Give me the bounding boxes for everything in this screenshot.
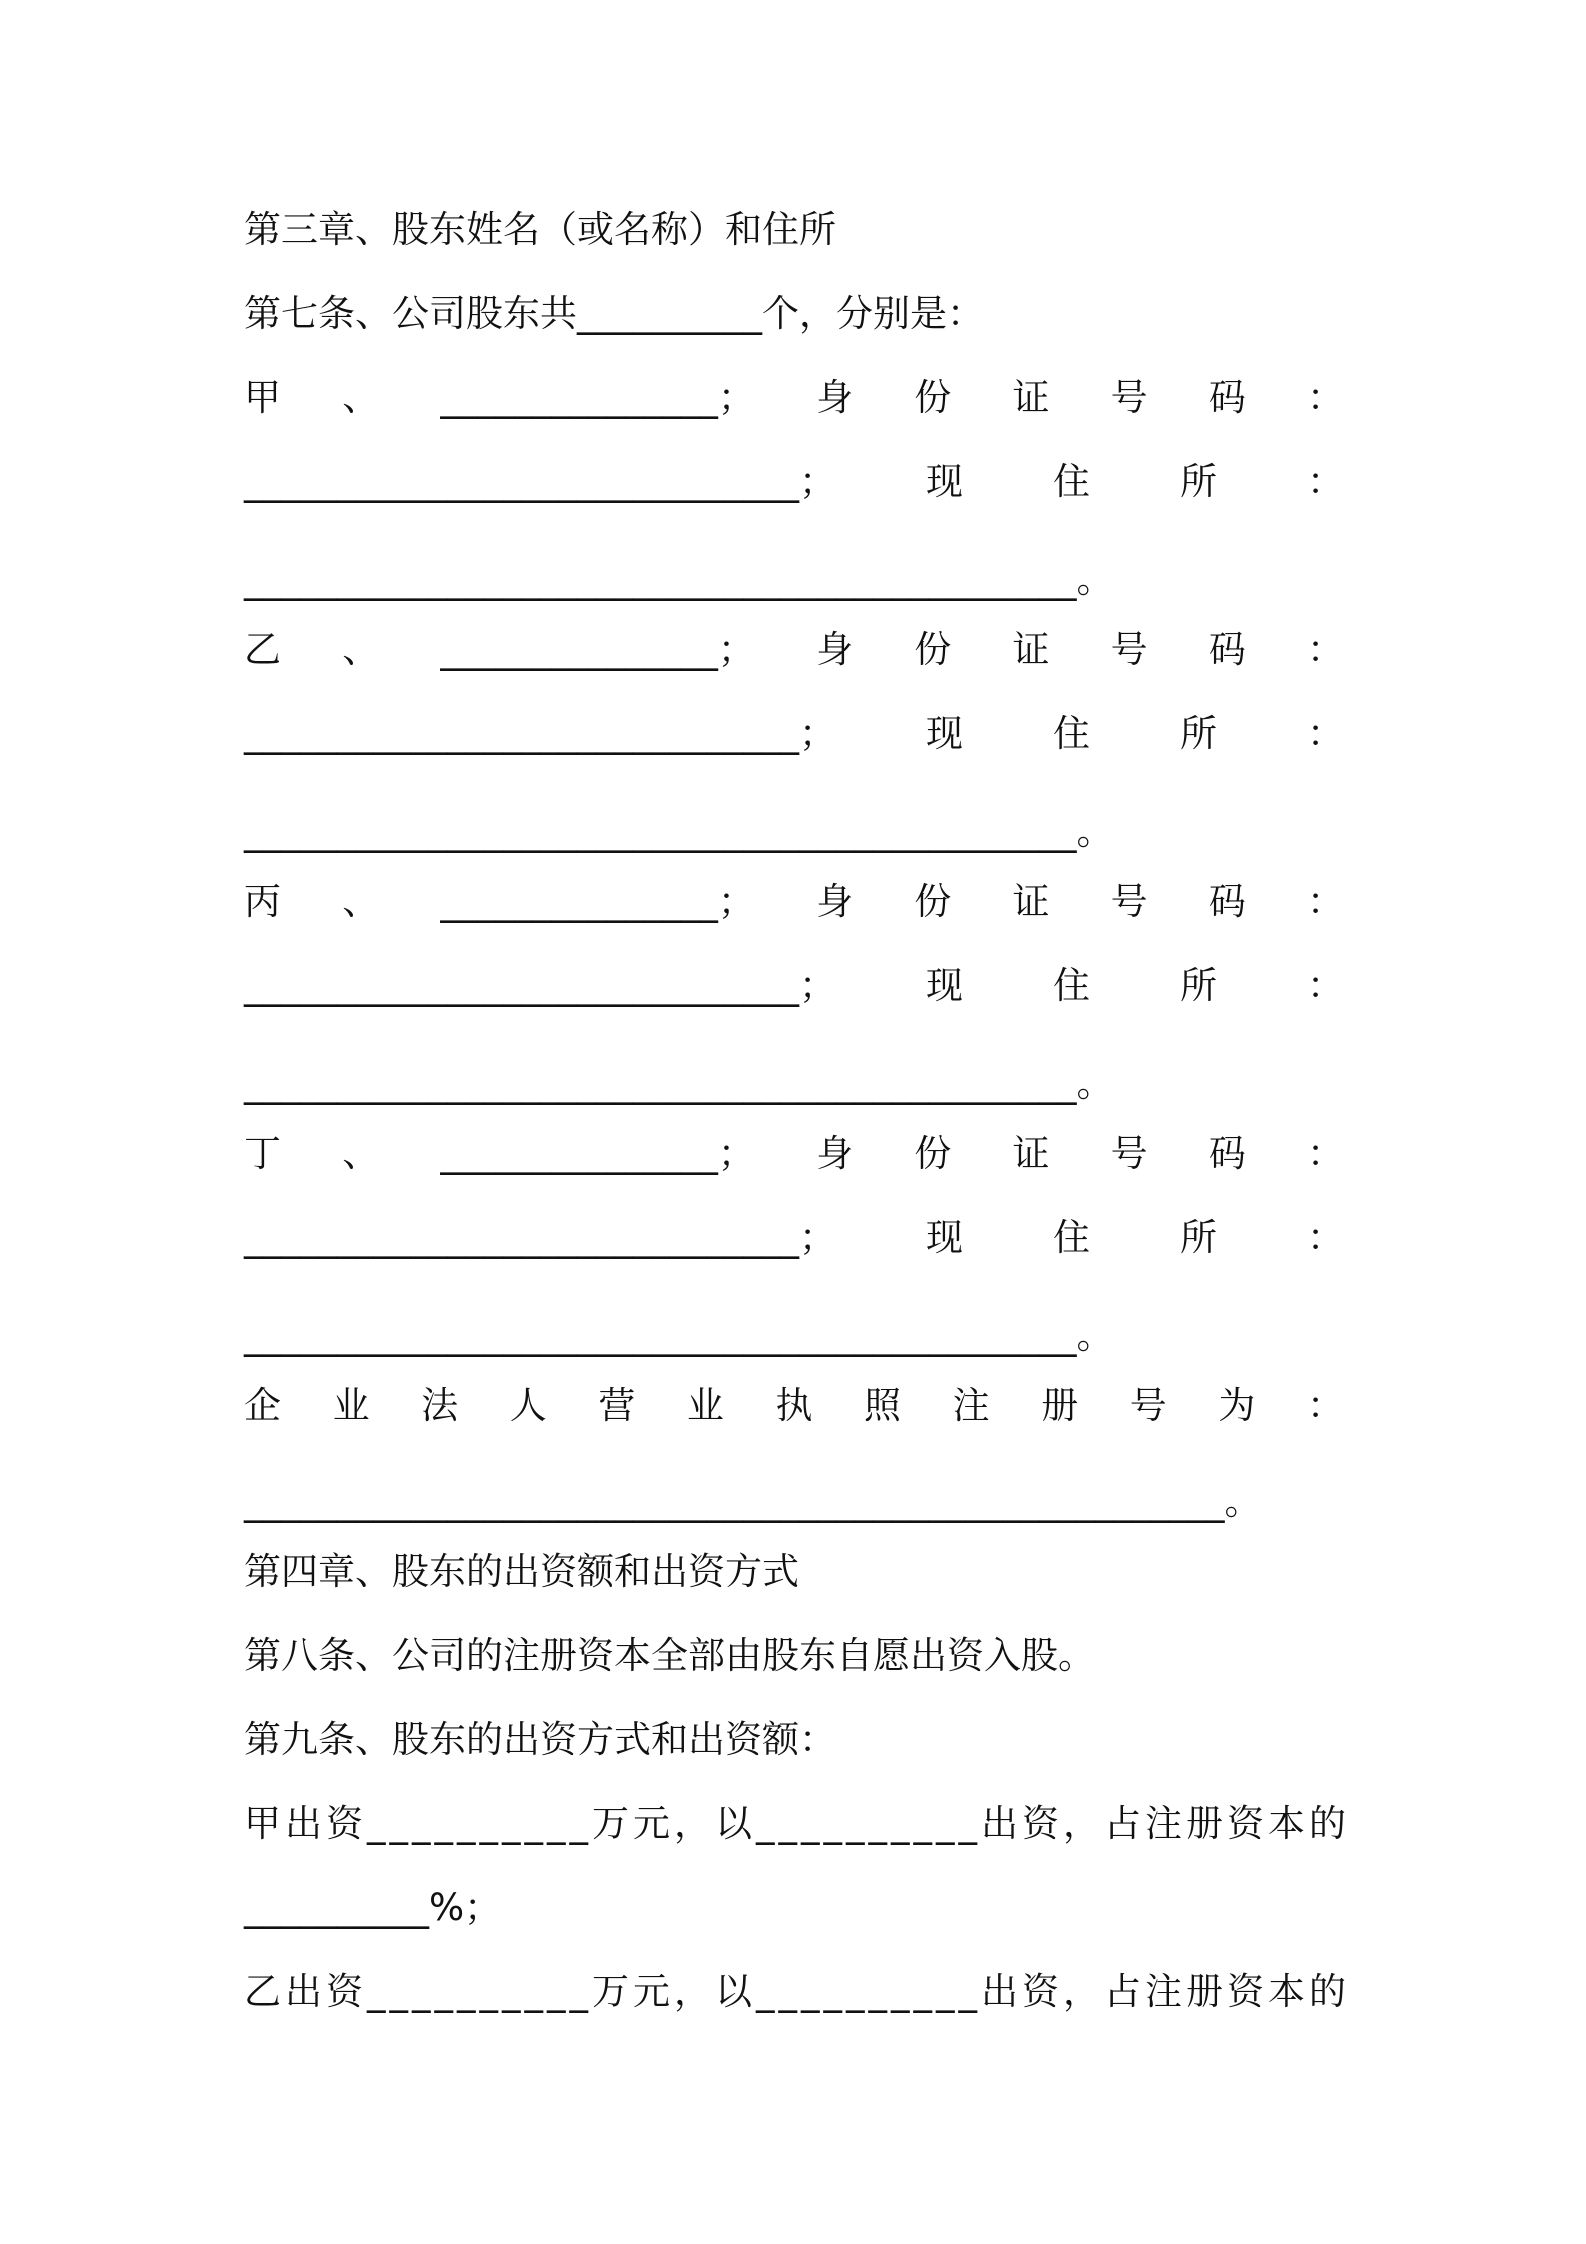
- id-label-char: 份: [914, 1132, 952, 1175]
- id-label-char: 码: [1208, 880, 1246, 923]
- id-label-char: 身: [816, 1132, 854, 1175]
- colon: ：: [1306, 1384, 1344, 1427]
- shareholder-label: 甲: [244, 376, 281, 419]
- colon: ：: [1307, 460, 1344, 503]
- id-label-char: 号: [1110, 376, 1148, 419]
- shareholder-yi-id-address-line: [244, 710, 1344, 758]
- address-label-char: 所: [1180, 712, 1217, 755]
- separator: 、: [342, 376, 380, 419]
- shareholder-jia-id-address-line: [244, 458, 1344, 506]
- separator: 、: [342, 628, 380, 671]
- shareholder-label: 丁: [244, 1132, 281, 1175]
- license-label-char: 企: [244, 1384, 281, 1427]
- colon: ：: [1307, 628, 1344, 671]
- id-blank: ______________________________；: [244, 712, 836, 755]
- shareholder-ding-name-id-line: [244, 1130, 1344, 1178]
- shareholder-ding-id-address-line: [244, 1214, 1344, 1262]
- article-8-text: 第八条、公司的注册资本全部由股东自愿出资入股。: [244, 1634, 1095, 1677]
- id-label-char: 号: [1110, 880, 1148, 923]
- license-label-char: 业: [332, 1384, 370, 1427]
- id-label-char: 码: [1208, 1132, 1246, 1175]
- license-label-char: 为: [1218, 1384, 1256, 1427]
- separator: 、: [342, 880, 380, 923]
- address-label-char: 住: [1053, 1216, 1090, 1259]
- id-blank: ______________________________；: [244, 964, 836, 1007]
- article-7-text: 第七条、公司股东共__________个，分别是：: [244, 292, 984, 335]
- id-label-char: 证: [1012, 628, 1050, 671]
- colon: ：: [1307, 880, 1344, 923]
- address-label-char: 现: [926, 712, 963, 755]
- name-blank: _______________；: [440, 628, 755, 671]
- chapter-3-heading: 第三章、股东姓名（或名称）和住所: [244, 208, 836, 251]
- id-blank: ______________________________；: [244, 460, 836, 503]
- shareholder-jia-address-blank: _____________________________________________。: [244, 558, 1114, 601]
- contribution-jia-line: 甲出资__________万元，以__________出资，占注册资本的: [244, 1802, 1350, 1845]
- separator: 、: [342, 1132, 380, 1175]
- license-label-char: 注: [952, 1384, 990, 1427]
- colon: ：: [1307, 376, 1344, 419]
- license-label-char: 人: [509, 1384, 547, 1427]
- colon: ：: [1307, 712, 1344, 755]
- contribution-jia-percent-line: __________%；: [244, 1886, 502, 1929]
- colon: ：: [1307, 1132, 1344, 1175]
- shareholder-label: 丙: [244, 880, 281, 923]
- id-blank: ______________________________；: [244, 1216, 836, 1259]
- license-label-char: 业: [686, 1384, 724, 1427]
- address-label-char: 现: [926, 964, 963, 1007]
- license-label-char: 执: [775, 1384, 813, 1427]
- license-number-blank: _____________________________________________________。: [244, 1480, 1262, 1523]
- contribution-yi-line: 乙出资__________万元，以__________出资，占注册资本的: [244, 1970, 1350, 2013]
- id-label-char: 身: [816, 880, 854, 923]
- shareholder-yi-name-id-line: [244, 626, 1344, 674]
- license-label-char: 照: [864, 1384, 902, 1427]
- shareholder-bing-id-address-line: [244, 962, 1344, 1010]
- address-label-char: 住: [1053, 964, 1090, 1007]
- name-blank: _______________；: [440, 1132, 755, 1175]
- id-label-char: 身: [816, 628, 854, 671]
- id-label-char: 证: [1012, 880, 1050, 923]
- shareholder-bing-address-blank: _____________________________________________。: [244, 1062, 1114, 1105]
- shareholder-bing-name-id-line: [244, 878, 1344, 926]
- colon: ：: [1307, 1216, 1344, 1259]
- id-label-char: 份: [914, 628, 952, 671]
- license-label-char: 营: [598, 1384, 636, 1427]
- address-label-char: 现: [926, 460, 963, 503]
- id-label-char: 证: [1012, 1132, 1050, 1175]
- address-label-char: 住: [1053, 460, 1090, 503]
- license-label-char: 号: [1129, 1384, 1167, 1427]
- address-label-char: 所: [1180, 460, 1217, 503]
- shareholder-yi-address-blank: _____________________________________________。: [244, 810, 1114, 853]
- id-label-char: 证: [1012, 376, 1050, 419]
- id-label-char: 码: [1208, 628, 1246, 671]
- id-label-char: 身: [816, 376, 854, 419]
- id-label-char: 份: [914, 880, 952, 923]
- name-blank: _______________；: [440, 376, 755, 419]
- name-blank: _______________；: [440, 880, 755, 923]
- license-label-char: 法: [421, 1384, 459, 1427]
- address-label-char: 现: [926, 1216, 963, 1259]
- license-label-char: 册: [1041, 1384, 1079, 1427]
- chapter-4-heading: 第四章、股东的出资额和出资方式: [244, 1550, 799, 1593]
- license-number-label-line: [244, 1382, 1344, 1430]
- shareholder-label: 乙: [244, 628, 281, 671]
- id-label-char: 份: [914, 376, 952, 419]
- colon: ：: [1307, 964, 1344, 1007]
- shareholder-ding-address-blank: _____________________________________________。: [244, 1314, 1114, 1357]
- id-label-char: 码: [1208, 376, 1246, 419]
- id-label-char: 号: [1110, 1132, 1148, 1175]
- article-9-text: 第九条、股东的出资方式和出资额：: [244, 1718, 836, 1761]
- shareholder-jia-name-id-line: [244, 374, 1344, 422]
- address-label-char: 所: [1180, 1216, 1217, 1259]
- address-label-char: 住: [1053, 712, 1090, 755]
- id-label-char: 号: [1110, 628, 1148, 671]
- address-label-char: 所: [1180, 964, 1217, 1007]
